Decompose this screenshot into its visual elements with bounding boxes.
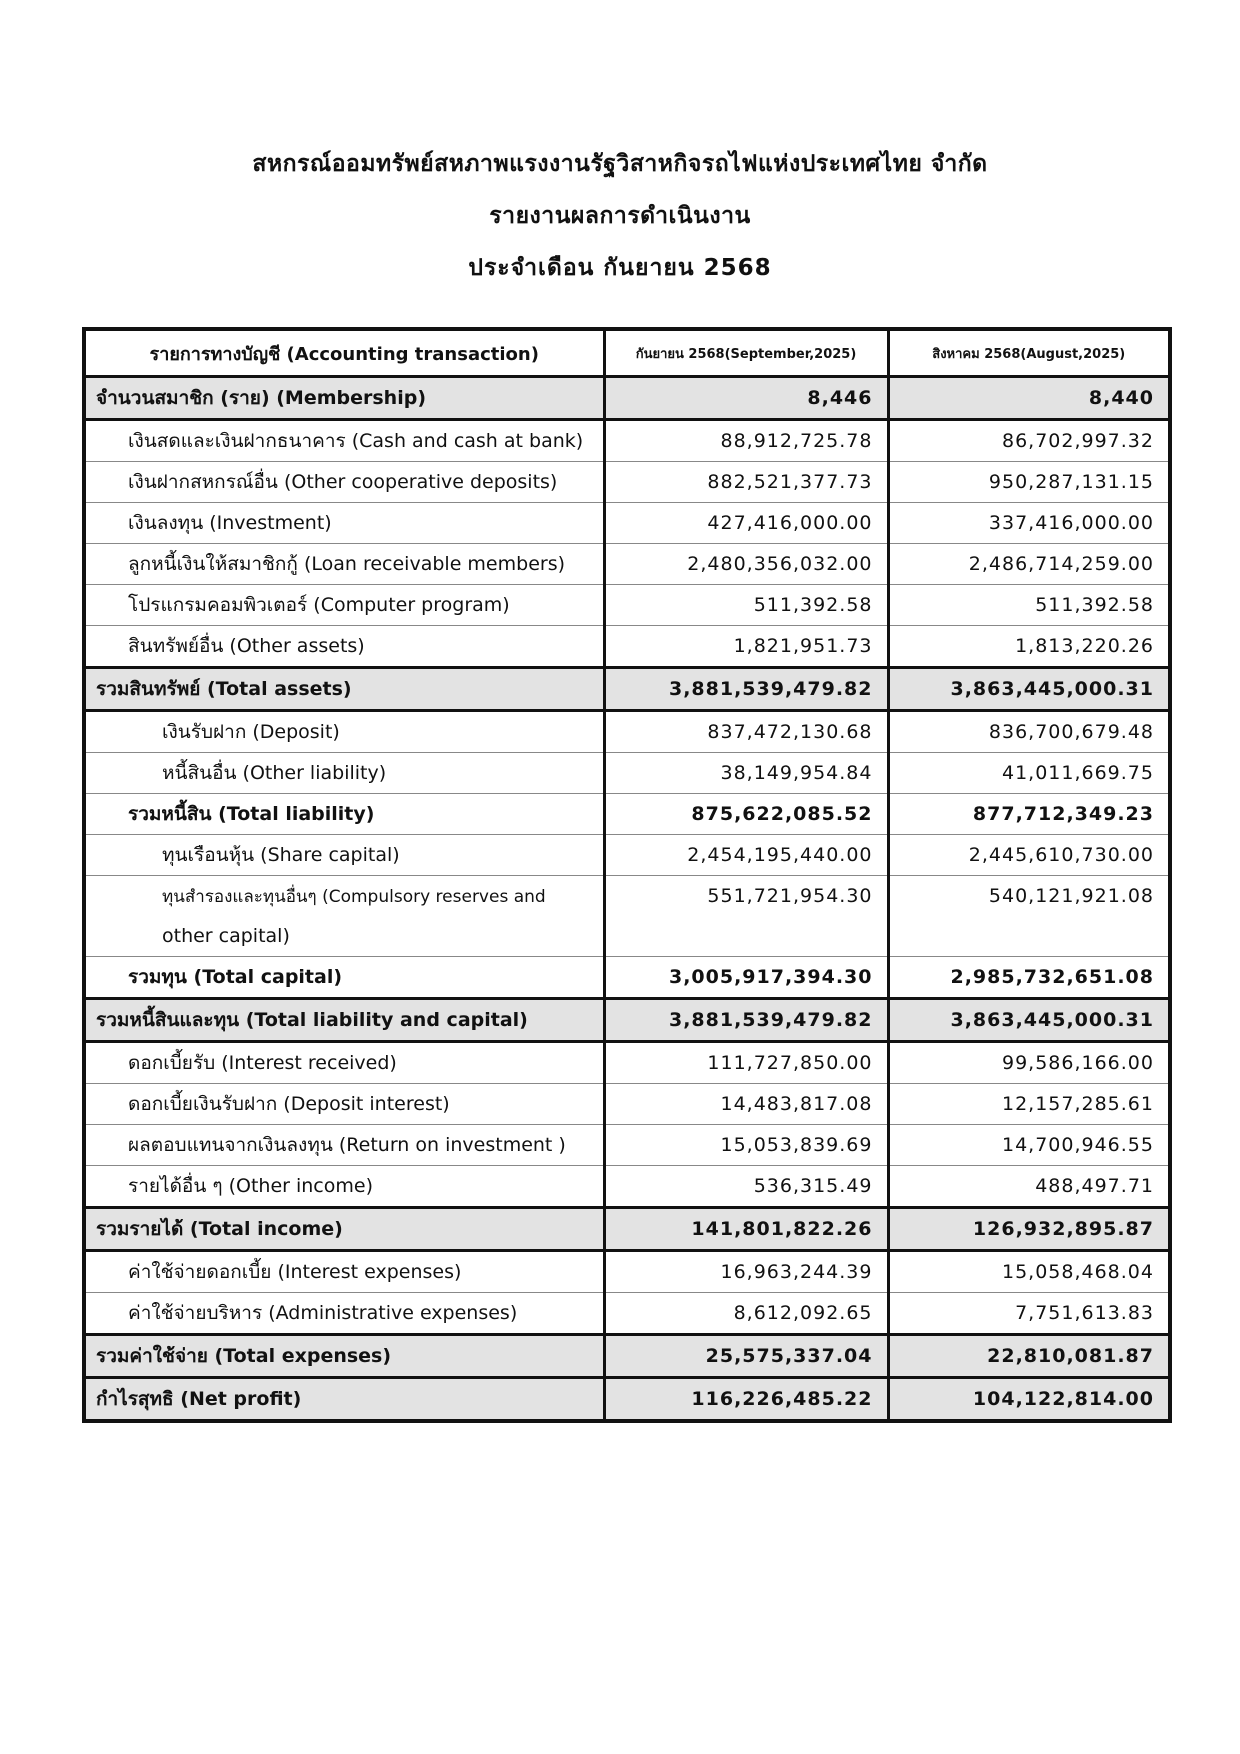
value-sep: 3,005,917,394.30 [604, 957, 888, 999]
row-label: รวมหนี้สินและทุน (Total liability and capital) [84, 999, 604, 1042]
value-sep: 536,315.49 [604, 1166, 888, 1208]
table-row [84, 835, 1170, 876]
value-aug: 41,011,669.75 [888, 753, 1170, 794]
row-total-expenses [84, 1335, 1170, 1378]
empty-cell [604, 916, 888, 957]
table-row [84, 753, 1170, 794]
value-sep: 88,912,725.78 [604, 420, 888, 462]
row-net-profit [84, 1378, 1170, 1422]
value-aug: 3,863,445,000.31 [888, 999, 1170, 1042]
value-aug: 14,700,946.55 [888, 1125, 1170, 1166]
org-name: สหกรณ์ออมทรัพย์สหภาพแรงงานรัฐวิสาหกิจรถไฟแห่งประเทศไทย จำกัด [252, 151, 988, 177]
value-sep: 2,454,195,440.00 [604, 835, 888, 876]
table-row [84, 876, 1170, 917]
table-row [84, 420, 1170, 462]
row-label: เงินรับฝาก (Deposit) [84, 711, 604, 753]
value-aug: 2,445,610,730.00 [888, 835, 1170, 876]
value-sep: 8,612,092.65 [604, 1293, 888, 1335]
table-row [84, 544, 1170, 585]
row-label: หนี้สินอื่น (Other liability) [84, 753, 604, 794]
row-total-capital [84, 957, 1170, 999]
table-row [84, 1166, 1170, 1208]
row-label: ทุนสำรองและทุนอื่นๆ (Compulsory reserves and [84, 876, 604, 917]
row-label: ผลตอบแทนจากเงินลงทุน (Return on investment ) [84, 1125, 604, 1166]
table-row [84, 1251, 1170, 1293]
table-row [84, 503, 1170, 544]
row-label: รวมรายได้ (Total income) [84, 1208, 604, 1251]
value-aug: 15,058,468.04 [888, 1251, 1170, 1293]
row-label: เงินลงทุน (Investment) [84, 503, 604, 544]
value-aug: 950,287,131.15 [888, 462, 1170, 503]
table-header-row [84, 329, 1170, 377]
value-sep: 14,483,817.08 [604, 1084, 888, 1125]
row-label: รวมหนี้สิน (Total liability) [84, 794, 604, 835]
value-aug: 540,121,921.08 [888, 876, 1170, 917]
row-total-assets [84, 668, 1170, 711]
table-row [84, 585, 1170, 626]
report-title: รายงานผลการดำเนินงาน [489, 203, 751, 229]
value-sep: 511,392.58 [604, 585, 888, 626]
row-membership [84, 377, 1170, 420]
value-sep: 2,480,356,032.00 [604, 544, 888, 585]
table-row [84, 1042, 1170, 1084]
value-aug: 99,586,166.00 [888, 1042, 1170, 1084]
row-label: ดอกเบี้ยรับ (Interest received) [84, 1042, 604, 1084]
row-label: สินทรัพย์อื่น (Other assets) [84, 626, 604, 668]
value-aug: 2,486,714,259.00 [888, 544, 1170, 585]
value-sep: 875,622,085.52 [604, 794, 888, 835]
operating-results-table [82, 327, 1172, 1423]
row-total-liability [84, 794, 1170, 835]
row-label: เงินสดและเงินฝากธนาคาร (Cash and cash at bank) [84, 420, 604, 462]
row-label: ค่าใช้จ่ายบริหาร (Administrative expenses) [84, 1293, 604, 1335]
row-label: กำไรสุทธิ (Net profit) [84, 1378, 604, 1422]
row-label: รวมทุน (Total capital) [84, 957, 604, 999]
table-row-continuation [84, 916, 1170, 957]
value-sep: 3,881,539,479.82 [604, 999, 888, 1042]
value-aug: 3,863,445,000.31 [888, 668, 1170, 711]
row-label-continued: other capital) [84, 916, 604, 957]
col-header-august: สิงหาคม 2568(August,2025) [888, 329, 1170, 377]
value-sep: 837,472,130.68 [604, 711, 888, 753]
value-sep: 427,416,000.00 [604, 503, 888, 544]
empty-cell [888, 916, 1170, 957]
value-aug: 488,497.71 [888, 1166, 1170, 1208]
table-row [84, 1125, 1170, 1166]
value-sep: 1,821,951.73 [604, 626, 888, 668]
row-label: เงินฝากสหกรณ์อื่น (Other cooperative deposits) [84, 462, 604, 503]
value-sep: 8,446 [604, 377, 888, 420]
col-header-transaction: รายการทางบัญชี (Accounting transaction) [84, 329, 604, 377]
value-aug: 22,810,081.87 [888, 1335, 1170, 1378]
row-label: โปรแกรมคอมพิวเตอร์ (Computer program) [84, 585, 604, 626]
value-aug: 86,702,997.32 [888, 420, 1170, 462]
value-aug: 836,700,679.48 [888, 711, 1170, 753]
table-row [84, 462, 1170, 503]
value-sep: 38,149,954.84 [604, 753, 888, 794]
value-sep: 141,801,822.26 [604, 1208, 888, 1251]
value-aug: 337,416,000.00 [888, 503, 1170, 544]
row-label: จำนวนสมาชิก (ราย) (Membership) [84, 377, 604, 420]
value-aug: 8,440 [888, 377, 1170, 420]
value-aug: 7,751,613.83 [888, 1293, 1170, 1335]
report-period: ประจำเดือน กันยายน 2568 [468, 255, 772, 281]
value-sep: 16,963,244.39 [604, 1251, 888, 1293]
value-aug: 2,985,732,651.08 [888, 957, 1170, 999]
row-label: รายได้อื่น ๆ (Other income) [84, 1166, 604, 1208]
table-row [84, 1084, 1170, 1125]
value-aug: 511,392.58 [888, 585, 1170, 626]
value-aug: 12,157,285.61 [888, 1084, 1170, 1125]
row-label: รวมค่าใช้จ่าย (Total expenses) [84, 1335, 604, 1378]
value-sep: 15,053,839.69 [604, 1125, 888, 1166]
row-label: ค่าใช้จ่ายดอกเบี้ย (Interest expenses) [84, 1251, 604, 1293]
col-header-september: กันยายน 2568(September,2025) [604, 329, 888, 377]
value-aug: 1,813,220.26 [888, 626, 1170, 668]
value-aug: 877,712,349.23 [888, 794, 1170, 835]
value-sep: 882,521,377.73 [604, 462, 888, 503]
row-total-income [84, 1208, 1170, 1251]
row-label: รวมสินทรัพย์ (Total assets) [84, 668, 604, 711]
value-sep: 551,721,954.30 [604, 876, 888, 917]
table-row [84, 711, 1170, 753]
row-label: ลูกหนี้เงินให้สมาชิกกู้ (Loan receivable members) [84, 544, 604, 585]
table-row [84, 1293, 1170, 1335]
row-total-liability-capital [84, 999, 1170, 1042]
row-label: ทุนเรือนหุ้น (Share capital) [84, 835, 604, 876]
value-sep: 111,727,850.00 [604, 1042, 888, 1084]
value-sep: 3,881,539,479.82 [604, 668, 888, 711]
value-sep: 25,575,337.04 [604, 1335, 888, 1378]
row-label: ดอกเบี้ยเงินรับฝาก (Deposit interest) [84, 1084, 604, 1125]
value-sep: 116,226,485.22 [604, 1378, 888, 1422]
table-row [84, 626, 1170, 668]
value-aug: 126,932,895.87 [888, 1208, 1170, 1251]
value-aug: 104,122,814.00 [888, 1378, 1170, 1422]
